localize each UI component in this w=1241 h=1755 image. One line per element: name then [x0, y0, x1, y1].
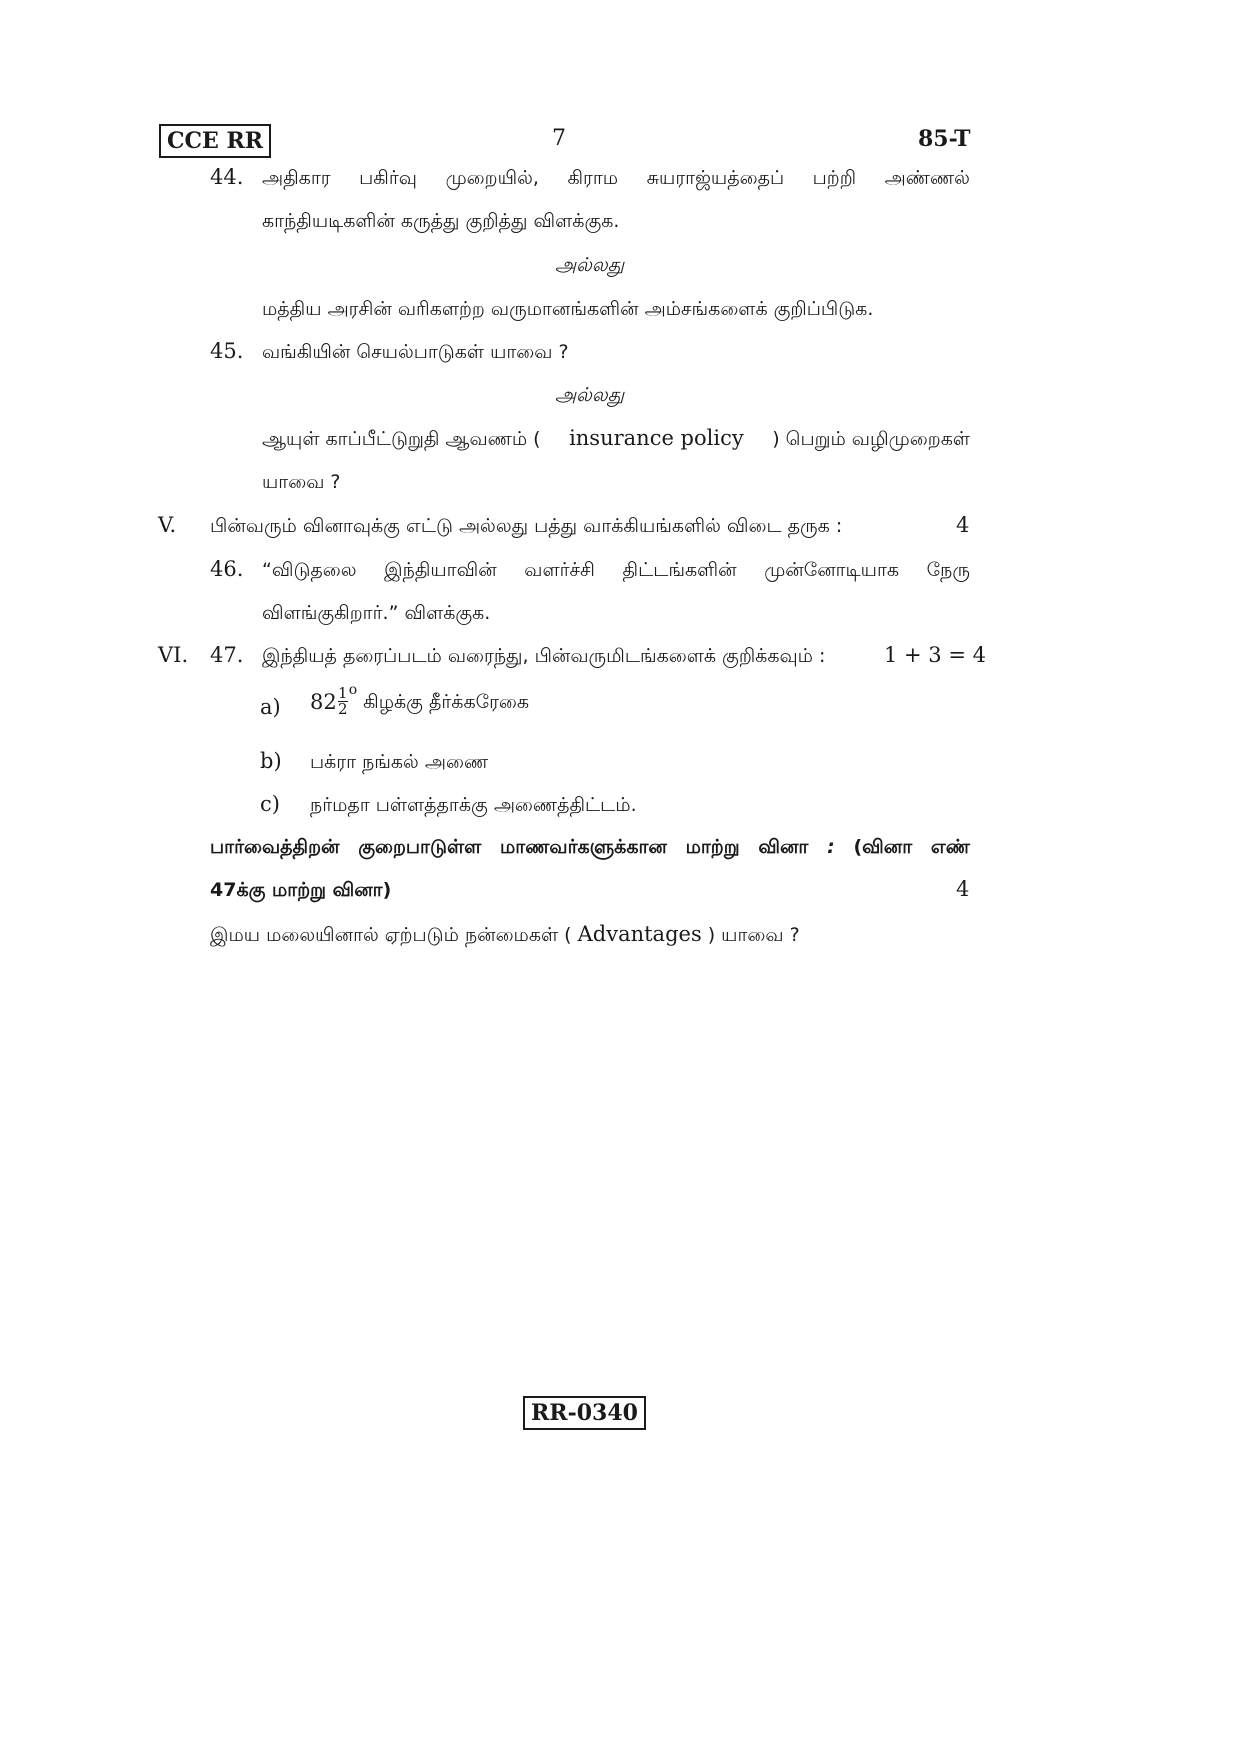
alt-question-latin: Advantages [577, 922, 702, 946]
q45-alt-line2: யாவை ? [262, 471, 341, 493]
section-v-instruction: பின்வரும் வினாவுக்கு எட்டு அல்லது பத்து வாக்கியங்களில் விடை தருக : [210, 515, 843, 537]
q44-word: அதிகார [262, 167, 331, 189]
q47-item-b: பக்ரா நங்கல் அணை [310, 751, 489, 773]
q46-line1 [262, 557, 970, 583]
q46-word: நேரு [926, 559, 970, 581]
alt-heading-word: மாணவர்களுக்கான [500, 836, 667, 858]
cce-rr-code: CCE RR [159, 124, 271, 158]
footer-code: RR-0340 [523, 1396, 646, 1430]
q44-word: சுயராஜ்யத்தைப் [646, 167, 785, 189]
alt-question-heading-line1 [210, 834, 970, 860]
q47-item-b-label: b) [260, 749, 282, 773]
longitude-value: 82 [310, 689, 337, 714]
q47-instruction: இந்தியத் தரைப்படம் வரைந்து, பின்வருமிடங்களைக் குறிக்கவும் : [262, 645, 826, 667]
alt-heading-word: : [827, 836, 835, 858]
page-number: 7 [552, 126, 566, 151]
q45-alt-start: ஆயுள் காப்பீட்டுறுதி ஆவணம் ( [262, 428, 541, 450]
q47-item-a-label: a) [260, 695, 281, 719]
alt-heading-word: எண் [930, 836, 970, 858]
q45-text: வங்கியின் செயல்பாடுகள் யாவை ? [262, 341, 569, 363]
fraction-numerator: 1 [337, 684, 348, 702]
paper-code: 85-T [918, 126, 971, 152]
q44-word: முறையில், [445, 167, 539, 189]
fraction-denominator: 2 [337, 700, 348, 718]
alt-heading-word: வினா [758, 836, 809, 858]
alt-heading-word: (வினா [853, 836, 913, 858]
alt-heading-word: பார்வைத்திறன் [210, 836, 340, 858]
q46-line2: விளங்குகிறார்.” விளக்குக. [262, 602, 491, 624]
q47-item-a-text: கிழக்கு தீர்க்கரேகை [363, 690, 530, 713]
q46-word: முன்னோடியாக [764, 559, 900, 581]
q45-number: 45. [210, 339, 244, 363]
q44-line2: காந்தியடிகளின் கருத்து குறித்து விளக்குக. [262, 210, 620, 232]
alt-question-start: இமய மலையினால் ஏற்படும் நன்மைகள் ( [210, 924, 572, 946]
q44-word: அண்ணல் [884, 167, 970, 189]
q44-or: அல்லது [555, 254, 625, 276]
section-vi-roman: VI. [158, 643, 189, 667]
section-v-marks: 4 [956, 513, 970, 537]
alt-question-heading-line2: 47க்கு மாற்று வினா) [210, 879, 392, 901]
q46-word: இந்தியாவின் [384, 559, 497, 581]
q45-or: அல்லது [555, 384, 625, 406]
q44-word: பகிர்வு [359, 167, 417, 189]
alt-heading-word: மாற்று [685, 836, 740, 858]
q45-alt-latin: insurance policy [569, 426, 744, 450]
alt-question-text [210, 921, 800, 948]
alt-question-marks: 4 [956, 877, 970, 901]
q45-alt-line1 [262, 425, 970, 452]
q46-word: “விடுதலை [262, 559, 357, 581]
fraction-half [338, 686, 348, 717]
section-v-roman: V. [158, 513, 177, 537]
q46-word: வளர்ச்சி [524, 559, 595, 581]
q47-marks: 1 + 3 = 4 [884, 643, 986, 667]
q47-item-a [310, 681, 530, 718]
q46-number: 46. [210, 557, 244, 581]
q46-word: திட்டங்களின் [622, 559, 737, 581]
q45-alt-end: ) பெறும் வழிமுறைகள் [772, 428, 970, 450]
q47-number: 47. [210, 643, 244, 667]
q44-word: பற்றி [812, 167, 857, 189]
q47-item-c-label: c) [260, 792, 280, 816]
alt-heading-word: குறைபாடுள்ள [358, 836, 482, 858]
degree-symbol: o [348, 681, 358, 698]
alt-question-end: ) யாவை ? [707, 924, 800, 946]
q44-word: கிராம [567, 167, 619, 189]
q44-number: 44. [210, 165, 244, 189]
q47-item-c: நர்மதா பள்ளத்தாக்கு அணைத்திட்டம். [310, 794, 637, 816]
q44-line1 [262, 165, 970, 191]
q44-alternative: மத்திய அரசின் வரிகளற்ற வருமானங்களின் அம்சங்களைக் குறிப்பிடுக. [262, 298, 874, 320]
